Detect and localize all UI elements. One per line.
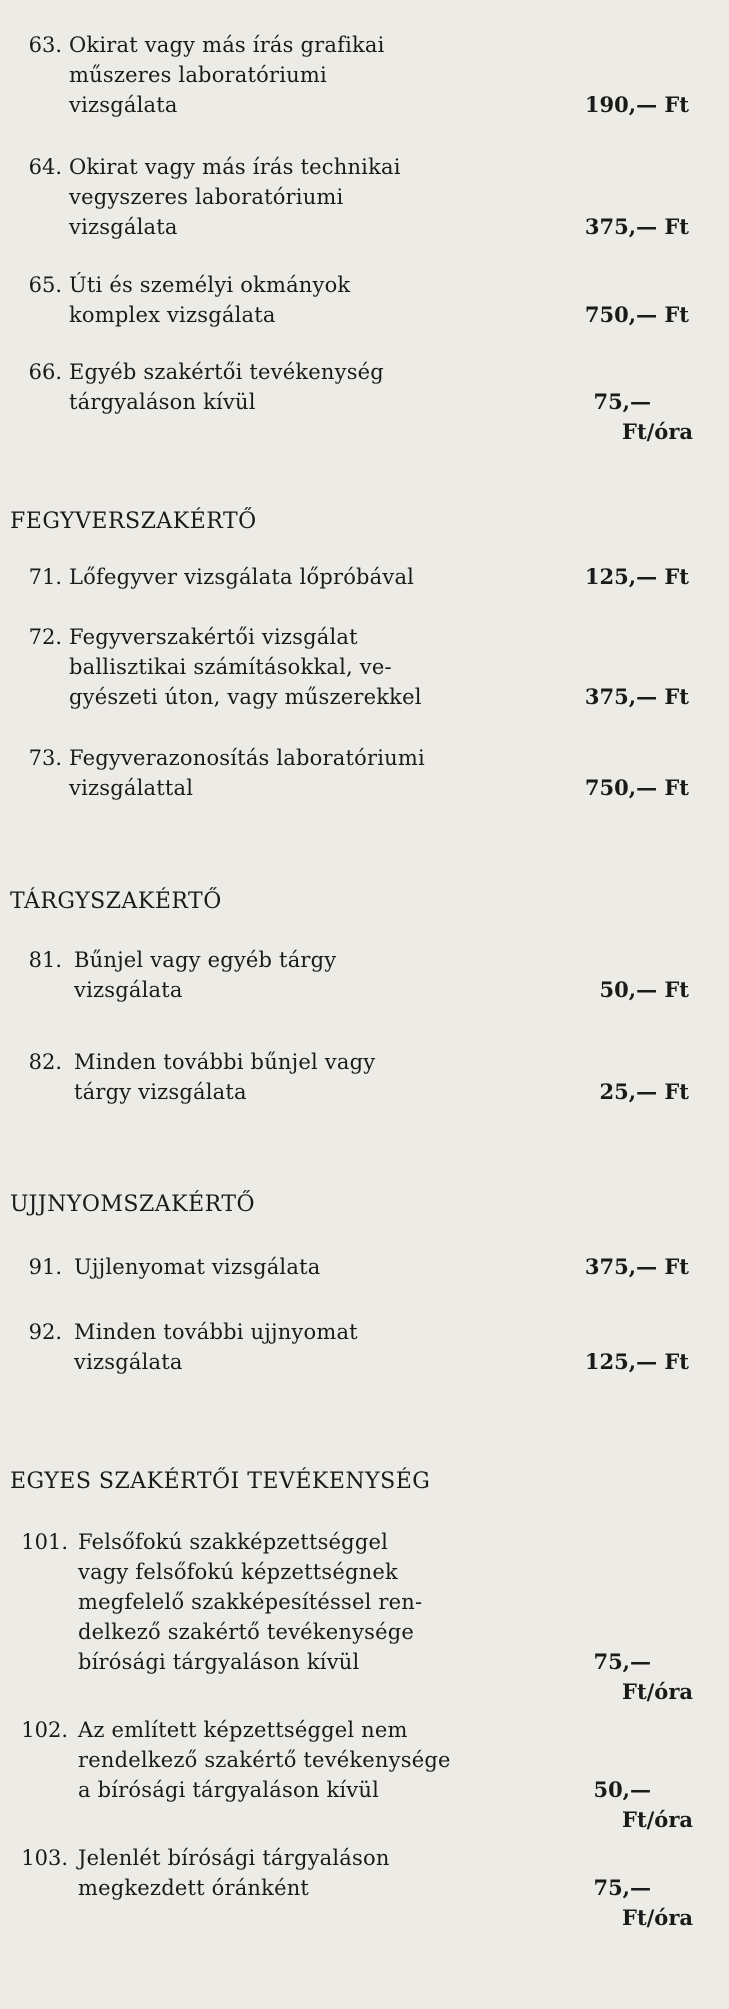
item-price: 190,— Ft xyxy=(584,92,689,117)
item-text-line: vegyszeres laboratóriumi xyxy=(69,185,344,209)
item-text-line: Jelenlét bírósági tárgyaláson xyxy=(78,1846,390,1870)
item-price: 75,— xyxy=(593,389,651,414)
item-text-line: Felsőfokú szakképzettséggel xyxy=(78,1530,389,1554)
item-number: 73. xyxy=(28,746,62,770)
item-price: 25,— Ft xyxy=(599,1079,689,1104)
item-number: 72. xyxy=(28,625,62,649)
item-price: 75,— xyxy=(593,1649,651,1674)
item-number: 91. xyxy=(28,1255,62,1279)
item-price-unit: Ft/óra xyxy=(622,1905,693,1930)
item-text-line: vizsgálattal xyxy=(69,776,194,800)
item-text-line: megfelelő szakképesítéssel ren- xyxy=(78,1590,423,1614)
item-price-unit: Ft/óra xyxy=(622,1807,693,1832)
item-text-line: delkező szakértő tevékenysége xyxy=(78,1620,415,1644)
item-price: 375,— Ft xyxy=(584,214,689,239)
item-price: 375,— Ft xyxy=(584,684,689,709)
item-price: 50,— Ft xyxy=(599,977,689,1002)
item-price: 750,— Ft xyxy=(584,302,689,327)
item-text-line: Ujjlenyomat vizsgálata xyxy=(74,1255,321,1279)
item-text-line: műszeres laboratóriumi xyxy=(69,63,327,87)
item-number: 103. xyxy=(21,1846,68,1870)
item-number: 63. xyxy=(28,33,62,57)
item-price-unit: Ft/óra xyxy=(622,1679,693,1704)
item-text-line: Lőfegyver vizsgálata lőpróbával xyxy=(69,565,415,589)
item-number: 71. xyxy=(28,565,62,589)
item-text-line: vizsgálata xyxy=(69,215,178,239)
item-price: 125,— Ft xyxy=(584,564,689,589)
item-text-line: Okirat vagy más írás technikai xyxy=(69,155,401,179)
item-price: 375,— Ft xyxy=(584,1254,689,1279)
item-text-line: Egyéb szakértői tevékenység xyxy=(69,360,384,384)
section-heading: FEGYVERSZAKÉRTŐ xyxy=(10,509,257,534)
item-text-line: bírósági tárgyaláson kívül xyxy=(78,1650,360,1674)
item-text-line: vizsgálata xyxy=(69,93,178,117)
item-text-line: gyészeti úton, vagy műszerekkel xyxy=(69,685,422,709)
item-price: 50,— xyxy=(593,1777,651,1802)
item-text-line: megkezdett óránként xyxy=(78,1876,310,1900)
item-text-line: ballisztikai számításokkal, ve- xyxy=(69,655,392,679)
item-text-line: Fegyverszakértői vizsgálat xyxy=(69,625,358,649)
item-text-line: tárgy vizsgálata xyxy=(74,1080,247,1104)
item-text-line: Bűnjel vagy egyéb tárgy xyxy=(74,948,337,972)
item-text-line: Minden további ujjnyomat xyxy=(74,1320,358,1344)
item-text-line: vizsgálata xyxy=(74,978,183,1002)
section-heading: UJJNYOMSZAKÉRTŐ xyxy=(10,1192,256,1217)
item-text-line: a bírósági tárgyaláson kívül xyxy=(78,1778,379,1802)
item-price-unit: Ft/óra xyxy=(622,419,693,444)
item-number: 66. xyxy=(28,360,62,384)
item-number: 81. xyxy=(28,948,62,972)
item-text-line: Az említett képzettséggel nem xyxy=(78,1718,408,1742)
item-text-line: vizsgálata xyxy=(74,1350,183,1374)
item-price: 75,— xyxy=(593,1875,651,1900)
item-number: 82. xyxy=(28,1050,62,1074)
item-text-line: vagy felsőfokú képzettségnek xyxy=(78,1560,398,1584)
item-text-line: komplex vizsgálata xyxy=(69,303,276,327)
item-text-line: Úti és személyi okmányok xyxy=(69,273,351,297)
item-price: 125,— Ft xyxy=(584,1349,689,1374)
item-number: 101. xyxy=(21,1530,68,1554)
item-text-line: Okirat vagy más írás grafikai xyxy=(69,33,385,57)
item-text-line: tárgyaláson kívül xyxy=(69,390,256,414)
item-number: 92. xyxy=(28,1320,62,1344)
item-text-line: Fegyverazonosítás laboratóriumi xyxy=(69,746,425,770)
item-number: 102. xyxy=(21,1718,68,1742)
item-number: 65. xyxy=(28,273,62,297)
item-text-line: Minden további bűnjel vagy xyxy=(74,1050,376,1074)
item-number: 64. xyxy=(28,155,62,179)
section-heading: TÁRGYSZAKÉRTŐ xyxy=(10,889,222,914)
item-text-line: rendelkező szakértő tevékenysége xyxy=(78,1748,451,1772)
section-heading: EGYES SZAKÉRTŐI TEVÉKENYSÉG xyxy=(10,1469,431,1494)
item-price: 750,— Ft xyxy=(584,775,689,800)
